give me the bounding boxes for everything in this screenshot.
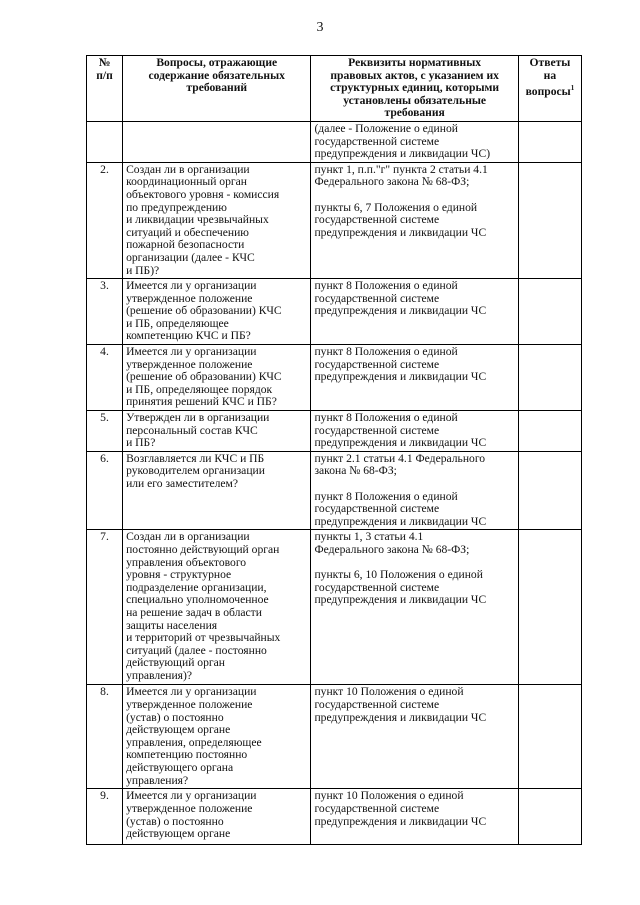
- table-row: [87, 530, 582, 685]
- table-body: [87, 121, 582, 844]
- table-row: [87, 789, 582, 845]
- row-question: [123, 121, 311, 162]
- table-row: [87, 685, 582, 789]
- row-requisites: пункты 1, 3 статьи 4.1 Федерального закона № 68-ФЗ; пункты 6, 10 Положения о единой государственной системе предупреждения и ликвидации ЧС: [311, 530, 518, 685]
- table-row: [87, 345, 582, 411]
- row-answer[interactable]: [518, 162, 581, 278]
- row-answer[interactable]: [518, 451, 581, 530]
- row-number: 6.: [87, 451, 123, 530]
- row-number: 2.: [87, 162, 123, 278]
- header-num: № п/п: [87, 56, 123, 122]
- row-requisites: (далее - Положение о единой государственной системе предупреждения и ликвидации ЧС): [311, 121, 518, 162]
- row-number: 8.: [87, 685, 123, 789]
- row-answer[interactable]: [518, 121, 581, 162]
- row-question: Возглавляется ли КЧС и ПБ руководителем организации или его заместителем?: [123, 451, 311, 530]
- row-requisites: пункт 8 Положения о единой государственной системе предупреждения и ликвидации ЧС: [311, 411, 518, 452]
- row-requisites: пункт 10 Положения о единой государственной системе предупреждения и ликвидации ЧС: [311, 685, 518, 789]
- row-requisites: пункт 8 Положения о единой государственной системе предупреждения и ликвидации ЧС: [311, 279, 518, 345]
- row-requisites: пункт 10 Положения о единой государственной системе предупреждения и ликвидации ЧС: [311, 789, 518, 845]
- row-question: Создан ли в организации постоянно действующий орган управления объектового уровня - структурное подразделение организации, специально уполномоченное на решение задач в области защиты населения и территорий от чрезвычайных ситуаций (далее - постоянно действующий орган управления)?: [123, 530, 311, 685]
- row-answer[interactable]: [518, 411, 581, 452]
- row-question: Имеется ли у организации утвержденное положение (решение об образовании) КЧС и ПБ, определяющее компетенцию КЧС и ПБ?: [123, 279, 311, 345]
- row-number: 3.: [87, 279, 123, 345]
- row-number: 9.: [87, 789, 123, 845]
- header-answers: [518, 56, 581, 122]
- header-requisites: Реквизиты нормативных правовых актов, с указанием их структурных единиц, которыми установлены обязательные требования: [311, 56, 518, 122]
- row-number: 7.: [87, 530, 123, 685]
- row-question: Утвержден ли в организации персональный состав КЧС и ПБ?: [123, 411, 311, 452]
- row-answer[interactable]: [518, 685, 581, 789]
- header-answers-footnote: 1: [570, 84, 575, 93]
- page-number: 3: [316, 20, 324, 35]
- row-question: Имеется ли у организации утвержденное положение (решение об образовании) КЧС и ПБ, определяющее порядок принятия решений КЧС и ПБ?: [123, 345, 311, 411]
- row-number: 4.: [87, 345, 123, 411]
- row-answer[interactable]: [518, 279, 581, 345]
- table-row: [87, 279, 582, 345]
- row-answer[interactable]: [518, 789, 581, 845]
- row-requisites: пункт 1, п.п."г" пункта 2 статьи 4.1 Федерального закона № 68-ФЗ; пункты 6, 7 Положения о единой государственной системе предупреждения и ликвидации ЧС: [311, 162, 518, 278]
- row-question: Имеется ли у организации утвержденное положение (устав) о постоянно действующем органе: [123, 789, 311, 845]
- table-row: [87, 162, 582, 278]
- row-answer[interactable]: [518, 345, 581, 411]
- table-row: [87, 411, 582, 452]
- requirements-table: [86, 55, 582, 845]
- row-number: [87, 121, 123, 162]
- table-row: [87, 121, 582, 162]
- table-header-row: [87, 56, 582, 122]
- row-requisites: пункт 2.1 статьи 4.1 Федерального закона № 68-ФЗ; пункт 8 Положения о единой государственной системе предупреждения и ликвидации ЧС: [311, 451, 518, 530]
- table-row: [87, 451, 582, 530]
- row-question: Имеется ли у организации утвержденное положение (устав) о постоянно действующем органе управления, определяющее компетенцию постоянно действующего органа управления?: [123, 685, 311, 789]
- row-number: 5.: [87, 411, 123, 452]
- header-answers-label: Ответы на вопросы: [525, 56, 571, 99]
- row-question: Создан ли в организации координационный орган объектового уровня - комиссия по предупреждению и ликвидации чрезвычайных ситуаций и обеспечению пожарной безопасности организации (далее - КЧС и ПБ)?: [123, 162, 311, 278]
- row-answer[interactable]: [518, 530, 581, 685]
- row-requisites: пункт 8 Положения о единой государственной системе предупреждения и ликвидации ЧС: [311, 345, 518, 411]
- header-questions: Вопросы, отражающие содержание обязательных требований: [123, 56, 311, 122]
